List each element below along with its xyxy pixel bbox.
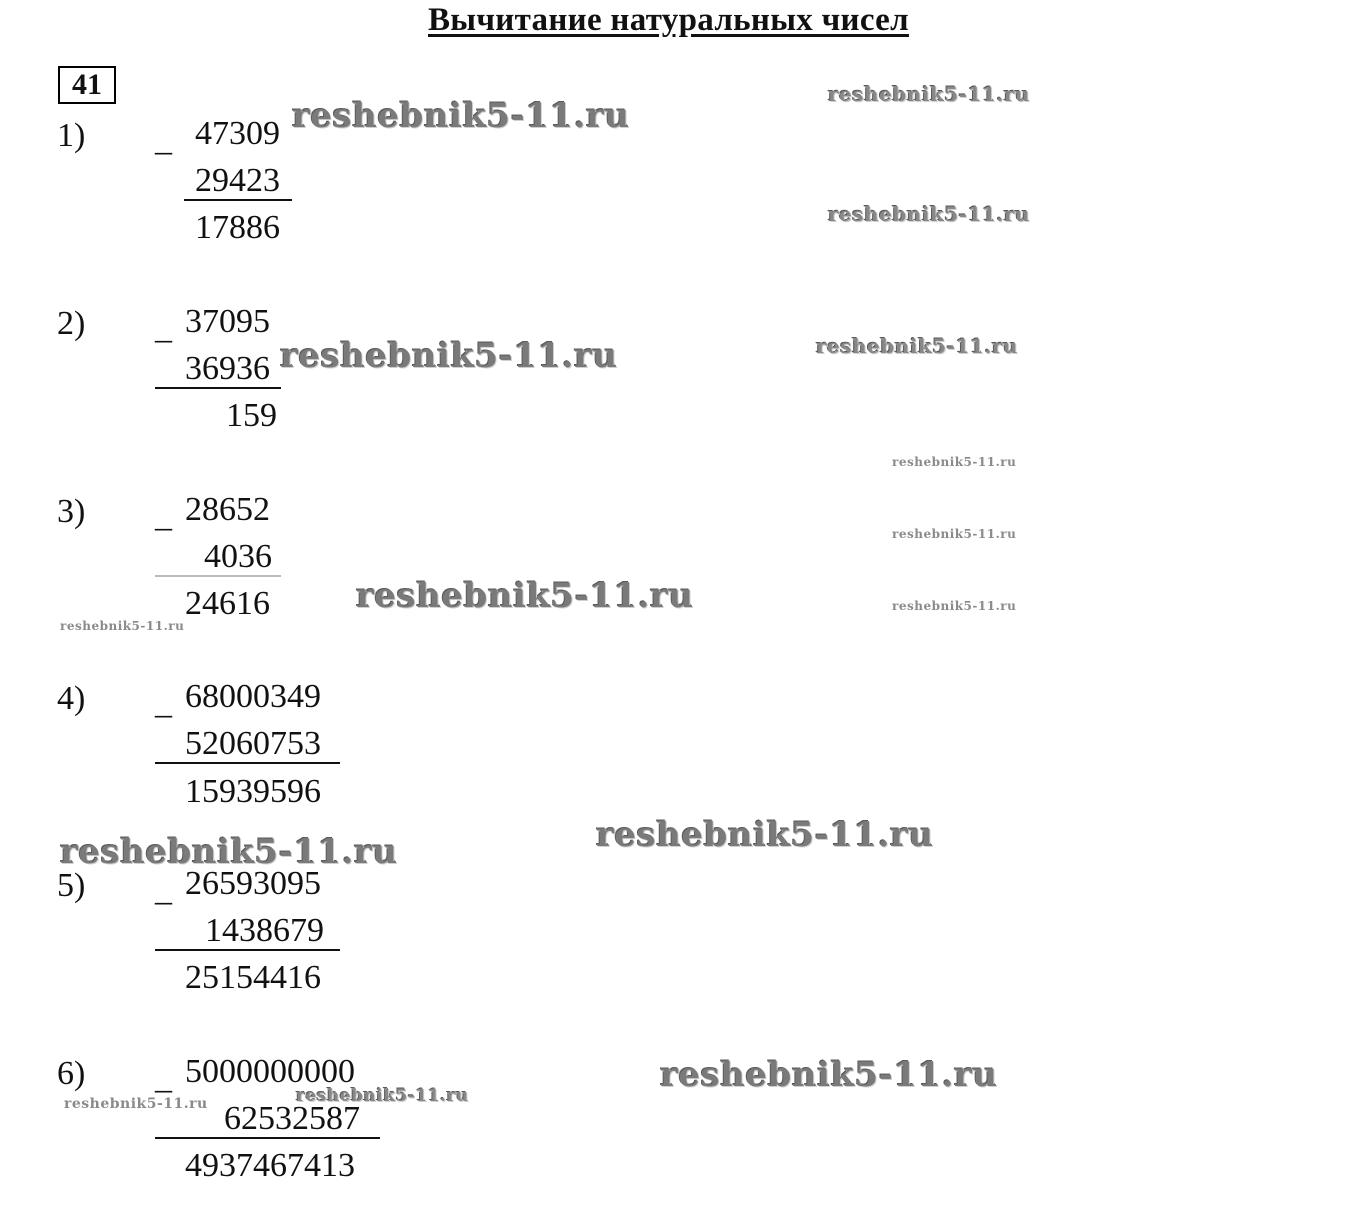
- result: 4937467413: [185, 1147, 355, 1184]
- minus-sign: _: [155, 684, 172, 721]
- subtrahend: 36936: [185, 350, 270, 387]
- watermark: reshebnik5-11.ru: [280, 336, 618, 376]
- subtrahend: 52060753: [185, 725, 321, 762]
- minuend: 37095: [185, 303, 270, 340]
- watermark: reshebnik5-11.ru: [892, 455, 1017, 469]
- result-line: [155, 762, 340, 764]
- minuend: 26593095: [185, 865, 321, 902]
- result-line: [155, 1137, 380, 1139]
- task-number-box: 41: [58, 66, 116, 104]
- watermark: reshebnik5-11.ru: [828, 202, 1030, 226]
- problem-label: 4): [57, 680, 86, 717]
- problem-label: 5): [57, 867, 86, 904]
- minus-sign: _: [155, 871, 172, 908]
- problem-label: 2): [57, 305, 86, 342]
- result: 159: [226, 397, 277, 434]
- problem-label: 6): [57, 1055, 86, 1092]
- subtrahend: 62532587: [224, 1100, 360, 1137]
- watermark: reshebnik5-11.ru: [60, 619, 185, 633]
- minuend: 47309: [195, 115, 280, 152]
- minus-sign: _: [155, 309, 172, 346]
- problem-label: 3): [57, 493, 86, 530]
- result-line: [155, 387, 281, 389]
- watermark: reshebnik5-11.ru: [892, 599, 1017, 613]
- minus-sign: _: [155, 121, 172, 158]
- problem-label: 1): [57, 117, 86, 154]
- minuend: 68000349: [185, 678, 321, 715]
- watermark: reshebnik5-11.ru: [296, 1086, 469, 1106]
- result: 25154416: [185, 959, 321, 996]
- watermark: reshebnik5-11.ru: [828, 82, 1030, 106]
- watermark: reshebnik5-11.ru: [64, 1096, 208, 1112]
- watermark: reshebnik5-11.ru: [660, 1055, 998, 1095]
- result-line: [155, 575, 281, 577]
- watermark: reshebnik5-11.ru: [816, 334, 1018, 358]
- watermark: reshebnik5-11.ru: [356, 576, 694, 616]
- watermark: reshebnik5-11.ru: [892, 527, 1017, 541]
- result: 15939596: [185, 773, 321, 810]
- watermark: reshebnik5-11.ru: [292, 96, 630, 136]
- minuend: 28652: [185, 491, 270, 528]
- subtrahend: 4036: [204, 538, 272, 575]
- result: 17886: [195, 209, 280, 246]
- minuend: 5000000000: [185, 1053, 355, 1090]
- minus-sign: _: [155, 1059, 172, 1096]
- subtrahend: 1438679: [205, 912, 324, 949]
- result-line: [155, 949, 340, 951]
- watermark: reshebnik5-11.ru: [596, 815, 934, 855]
- result: 24616: [185, 585, 270, 622]
- minus-sign: _: [155, 497, 172, 534]
- watermark: reshebnik5-11.ru: [60, 832, 398, 872]
- result-line: [184, 199, 292, 201]
- page-title: Вычитание натуральных чисел: [428, 2, 909, 38]
- subtrahend: 29423: [195, 162, 280, 199]
